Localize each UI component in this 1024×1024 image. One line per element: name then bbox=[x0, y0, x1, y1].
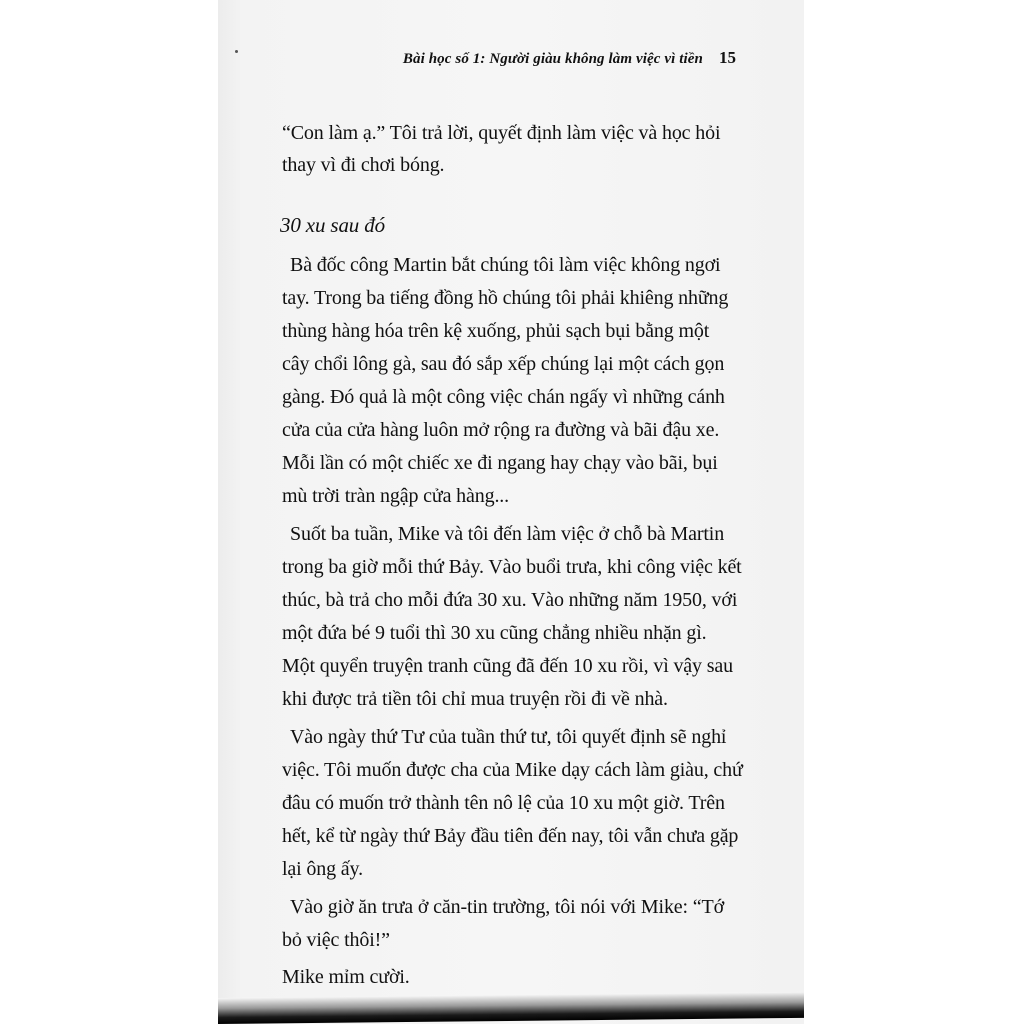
page-number: 15 bbox=[719, 48, 736, 67]
text-line: Bà đốc công Martin bắt chúng tôi làm việc không ngơi bbox=[290, 254, 721, 276]
text-line: Suốt ba tuần, Mike và tôi đến làm việc ở chỗ bà Martin bbox=[290, 523, 725, 545]
page-edge-shadow bbox=[218, 992, 804, 1024]
text-line: Một quyển truyện tranh cũng đã đến 10 xu rồi, vì vậy sau bbox=[282, 655, 733, 677]
text-line: thùng hàng hóa trên kệ xuống, phủi sạch bụi bằng một bbox=[282, 320, 710, 342]
section-heading: 30 xu sau đó bbox=[280, 213, 385, 237]
text-line: khi được trả tiền tôi chỉ mua truyện rồi đi về nhà. bbox=[282, 688, 668, 710]
text-line: cây chổi lông gà, sau đó sắp xếp chúng lại một cách gọn bbox=[282, 353, 725, 375]
text-line: việc. Tôi muốn được cha của Mike dạy cách làm giàu, chứ bbox=[282, 759, 743, 781]
text-line: thay vì đi chơi bóng. bbox=[282, 154, 445, 176]
text-line: “Con làm ạ.” Tôi trả lời, quyết định làm việc và học hỏi bbox=[282, 122, 721, 144]
book-page bbox=[218, 0, 804, 1024]
text-line: thúc, bà trả cho mỗi đứa 30 xu. Vào những năm 1950, với bbox=[282, 589, 738, 611]
text-line: tay. Trong ba tiếng đồng hồ chúng tôi phải khiêng những bbox=[282, 287, 729, 309]
text-line: lại ông ấy. bbox=[282, 858, 363, 880]
text-line: mù trời tràn ngập cửa hàng... bbox=[282, 485, 509, 507]
text-line: một đứa bé 9 tuổi thì 30 xu cũng chẳng nhiều nhặn gì. bbox=[282, 622, 707, 644]
chapter-title: Bài học số 1: Người giàu không làm việc vì tiền bbox=[402, 51, 703, 67]
text-line: Vào ngày thứ Tư của tuần thứ tư, tôi quyết định sẽ nghỉ bbox=[290, 726, 727, 748]
running-header bbox=[403, 48, 736, 74]
text-line: Mỗi lần có một chiếc xe đi ngang hay chạy vào bãi, bụi bbox=[282, 452, 718, 474]
text-line: Mike mỉm cười. bbox=[282, 966, 410, 988]
text-line: bỏ việc thôi!” bbox=[282, 929, 390, 951]
text-line: trong ba giờ mỗi thứ Bảy. Vào buổi trưa, khi công việc kết bbox=[282, 556, 742, 578]
text-line: hết, kể từ ngày thứ Bảy đầu tiên đến nay, tôi vẫn chưa gặp bbox=[282, 825, 739, 847]
text-line: đâu có muốn trở thành tên nô lệ của 10 xu một giờ. Trên bbox=[282, 792, 725, 814]
text-line: cửa của cửa hàng luôn mở rộng ra đường và bãi đậu xe. bbox=[282, 419, 720, 441]
text-line: gàng. Đó quả là một công việc chán ngấy vì những cánh bbox=[282, 386, 725, 408]
paper-speck bbox=[235, 50, 238, 53]
text-line: Vào giờ ăn trưa ở căn-tin trường, tôi nói với Mike: “Tớ bbox=[290, 896, 724, 918]
